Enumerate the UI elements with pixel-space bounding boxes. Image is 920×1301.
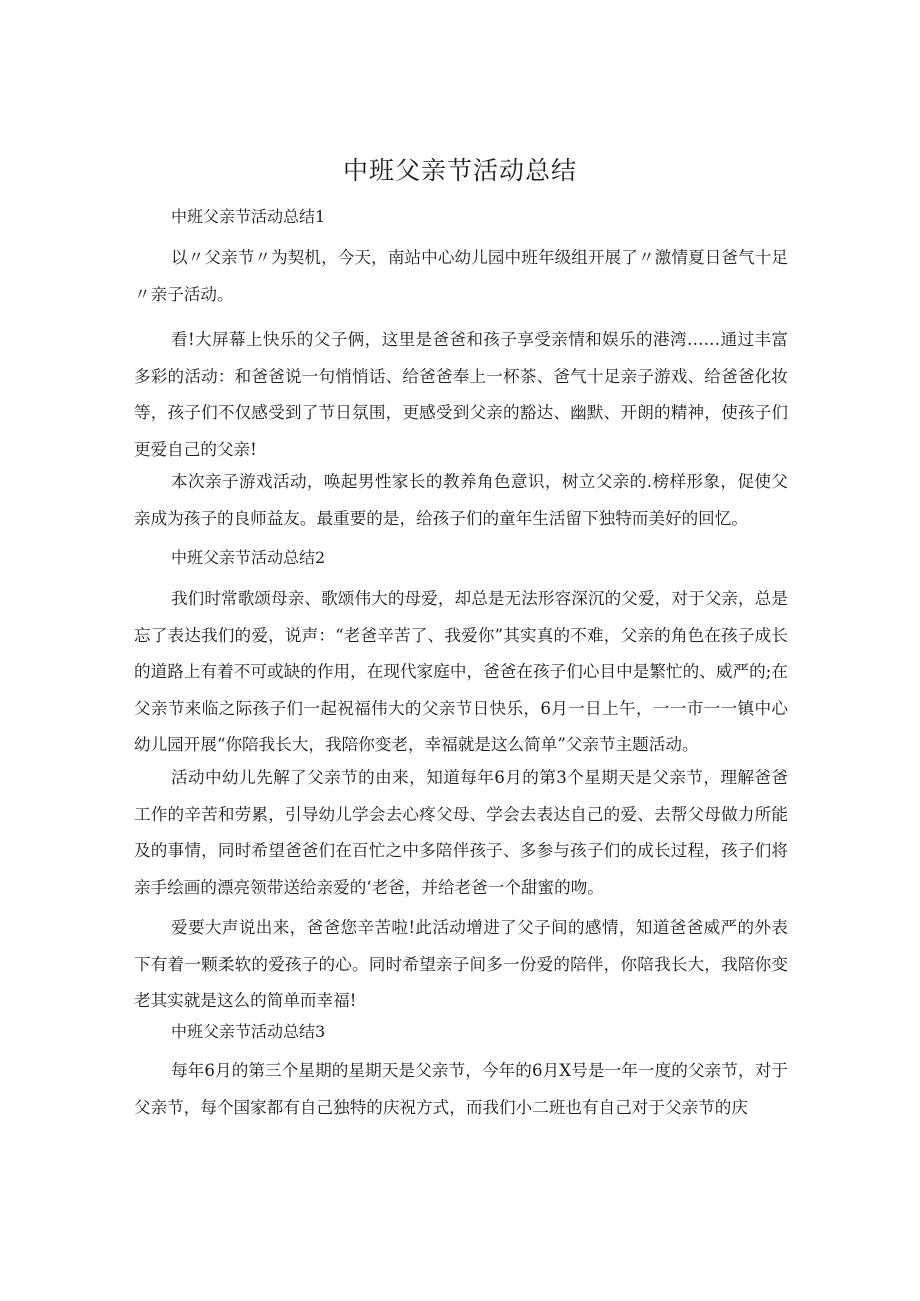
paragraph: 本次亲子游戏活动，唤起男性家长的教养角色意识，树立父亲的.榜样形象，促使父亲成为孩子的良师益友。最重要的是，给孩子们的童年生活留下独特而美好的回忆。: [134, 472, 788, 528]
paragraph: 爱要大声说出来，爸爸您辛苦啦!此活动增进了父子间的感情，知道爸爸威严的外表下有着一颗柔软的爱孩子的心。同时希望亲子间多一份爱的陪伴，你陪我长大，我陪你变老其实就是这么的简单而幸福!: [134, 918, 788, 1010]
paragraph: 以〃父亲节〃为契机，今天，南站中心幼儿园中班年级组开展了〃激情夏日爸气十足〃亲子活动。: [134, 248, 788, 304]
section-heading-3: 中班父亲节活动总结3: [171, 1022, 326, 1041]
paragraph: 活动中幼儿先解了父亲节的由来，知道每年6月的第3个星期天是父亲节，理解爸爸工作的辛苦和劳累，引导幼儿学会去心疼父母、学会去表达自己的爱、去帮父母做力所能及的事情，同时希望爸爸们在百忙之中多陪伴孩子、多参与孩子们的成长过程，孩子们将亲手绘画的漂亮领带送给亲爱的‘老爸，并给老爸一个甜蜜的吻。: [134, 768, 788, 897]
paragraph: 我们时常歌颂母亲、歌颂伟大的母爱，却总是无法形容深沉的父爱，对于父亲，总是忘了表达我们的爱，说声：“老爸辛苦了、我爱你”其实真的不难，父亲的角色在孩子成长的道路上有着不可或缺的作用，在现代家庭中，爸爸在孩子们心目中是繁忙的、威严的;在父亲节来临之际孩子们一起祝福伟大的父亲节日快乐，6月一日上午，一一市一一镇中心幼儿园开展“你陪我长大，我陪你变老，幸福就是这么简单”父亲节主题活动。: [134, 589, 788, 754]
paragraph: 每年6月的第三个星期的星期天是父亲节，今年的6月X号是一年一度的父亲节，对于父亲节，每个国家都有自己独特的庆祝方式，而我们小二班也有自己对于父亲节的庆: [134, 1061, 788, 1117]
paragraph: 看!大屏幕上快乐的父子俩，这里是爸爸和孩子享受亲情和娱乐的港湾……通过丰富多彩的活动：和爸爸说一句悄悄话、给爸爸奉上一杯茶、爸气十足亲子游戏、给爸爸化妆等，孩子们不仅感受到了节日氛围，更感受到父亲的豁达、幽默、开朗的精神，使孩子们更爱自己的父亲!: [134, 330, 788, 459]
section-heading-1: 中班父亲节活动总结1: [171, 207, 326, 226]
page-title: 中班父亲节活动总结: [342, 156, 577, 185]
section-heading-2: 中班父亲节活动总结2: [171, 548, 326, 567]
